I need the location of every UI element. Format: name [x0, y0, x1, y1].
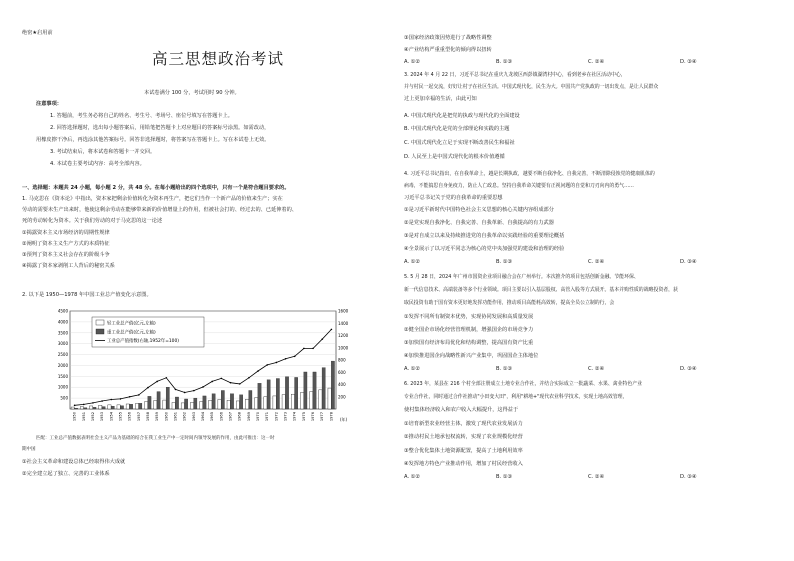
q4-stem-line: 病毒，不能搞思自身免疫力，防止人亡政息。坚持自我革命关键要有正视问题的自觉和刀刃向内的勇气…… [404, 183, 634, 189]
x-tick-label: 1954 [109, 412, 114, 422]
page-title: 高三思想政治考试 [152, 50, 285, 68]
x-tick-label: 1976 [311, 412, 316, 422]
choice-a: A. ①② [404, 474, 421, 480]
line-point [266, 364, 268, 366]
line-point [120, 398, 122, 400]
line-point [211, 381, 213, 383]
bar-light-industry [108, 405, 111, 409]
choice-a: A. ①② [404, 259, 421, 265]
x-tick-label: 1963 [191, 412, 196, 422]
q6-stem-line: 使村集体经济收入和农户收入大幅提升，这得益于 [404, 407, 519, 413]
q3-stem-line: 3. 2024 年 4 月 22 日，习近平总书记在重庆九龙坡区西彭镇湖湾村中心，看到老乡在社区活动中心， [404, 72, 626, 78]
bar-light-industry [144, 402, 147, 409]
choice-c: C. ②④ [588, 474, 605, 480]
q4-stem-line: 习近平总书记关于党的自我革命的重要思想 [404, 195, 503, 201]
right-tick-label: 200 [338, 394, 346, 400]
q6-option: ②推动村民土地承包权流转，实现了农业规模化经营 [404, 434, 523, 440]
choice-a: A. ①② [404, 366, 421, 372]
left-tick-label: 4500 [57, 308, 68, 314]
x-tick-label: 1968 [237, 412, 242, 422]
note-item: 3. 考试结束后，将本试卷和答题卡一并交回。 [50, 149, 156, 155]
right-tick-label: 400 [338, 382, 346, 387]
line-point [294, 356, 296, 358]
x-tick-label: 1964 [201, 412, 205, 422]
bar-heavy-industry [184, 399, 187, 409]
legend-swatch-heavy [96, 329, 104, 334]
x-tick-label: 1973 [283, 412, 288, 422]
line-point [147, 387, 149, 389]
line-point [175, 389, 177, 391]
q4-option: ③是对自成立以来及持续推进党的自我革命以实践经验的重要理论概括 [404, 233, 565, 239]
line-point [202, 386, 204, 388]
right-tick-label: 600 [338, 369, 346, 375]
line-point [285, 358, 287, 360]
x-tick-label: 1974 [292, 412, 297, 422]
industrial-output-chart [50, 307, 366, 425]
x-tick-label: 1978 [329, 412, 334, 422]
notes-heading: 注意事项： [36, 101, 62, 107]
bar-light-industry [282, 395, 285, 409]
bar-heavy-industry [120, 406, 123, 409]
x-tick-label: 1970 [256, 412, 261, 422]
x-tick-label: 1956 [127, 412, 132, 422]
line-point [257, 370, 259, 372]
choice-b: B. ①③ [496, 366, 513, 372]
bar-light-industry [319, 390, 322, 409]
x-tick-label: 1971 [265, 412, 270, 422]
q6-option: ①培育新型农业经营主体，激发了现代农业发展活力 [404, 421, 523, 427]
line-point [101, 400, 103, 402]
choice-d: D. ③④ [680, 259, 697, 265]
bar-light-industry [255, 398, 258, 409]
line-point [221, 378, 223, 380]
bar-light-industry [227, 400, 230, 409]
right-tick-label: 1000 [338, 345, 349, 351]
bar-light-industry [117, 405, 120, 409]
bar-heavy-industry [84, 408, 87, 409]
bar-light-industry [181, 403, 184, 409]
q1-option: ②阐明了资本主义生产方式的本质特征 [22, 241, 110, 247]
q4-option: ④全景展示了以习近平同志为核心的党中央加强党的建设和治理的经验 [404, 246, 565, 252]
q3-stem-line: 过上更加幸福的生活，由此可知 [404, 96, 477, 102]
right-tick-label: 1400 [338, 320, 349, 326]
bar-light-industry [209, 400, 212, 409]
bar-light-industry [99, 405, 102, 409]
bar-light-industry [328, 388, 331, 409]
line-point [129, 396, 131, 398]
q4-option: ②是党实现自我净化、自我完善、自我革新、自我提高的有力武器 [404, 220, 554, 226]
choice-c: C. ②④ [588, 259, 605, 265]
line-point [331, 329, 333, 331]
bar-heavy-industry [285, 377, 288, 409]
x-tick-label: 1961 [173, 412, 178, 422]
note-item: 用橡皮擦干净后，再选涂其他答案标号。回答非选择题时，将答案写在答题卡上。写在本试卷上无效。 [36, 137, 270, 143]
chart-svg [50, 307, 366, 425]
x-tick-label: 1965 [210, 412, 215, 422]
line-point [138, 394, 140, 396]
choice-b: B. ①③ [496, 59, 513, 65]
q5-stem-line: 取民投资有助于国有资本更好地发挥功能作用，推动项目高能耗高效转，提高全员公立制的行，会 [404, 300, 615, 306]
q3-option: B. 中国式现代化是党的全部理论和实践的主题 [404, 126, 510, 132]
choice-d: D. ③④ [680, 366, 697, 372]
q5-option: ③加快国有经济布局优化和结构调整，提高国有资产比重 [404, 340, 534, 346]
bar-heavy-industry [276, 379, 279, 409]
legend-label-light: 轻工业总产值(亿元,左轴) [107, 321, 156, 327]
q4-stem-line: 4. 习近平总书记指出，在自我革命上，越是长期执政，越要不断自我净化、自我完善，不断清除侵蚀党的健康肌体的 [404, 171, 655, 177]
bar-light-industry [126, 404, 129, 409]
bar-light-industry [200, 402, 203, 409]
x-tick-label: 1975 [301, 412, 306, 422]
bar-heavy-industry [313, 372, 316, 409]
legend-label-heavy: 重工业总产值(亿元,左轴) [107, 330, 156, 336]
right-tick-label: 1600 [338, 308, 349, 314]
x-tick-label: 1959 [155, 412, 160, 422]
bar-heavy-industry [194, 398, 197, 409]
choice-d: D. ③④ [680, 59, 697, 65]
bar-heavy-industry [175, 397, 178, 409]
q2-note-line: 期中国 [22, 447, 36, 452]
bar-light-industry [163, 400, 166, 409]
q3-option: D. 人民至上是中国式现代化的根本价值遵循 [404, 154, 505, 160]
x-tick-label: 1962 [182, 412, 187, 422]
bar-heavy-industry [240, 395, 243, 409]
q5-stem-line: 新一代信息技术、高端装备等多个行业领域。项目主要以引入基层股权、高管入股等方式展开。基本并购性质的战略投资者，获 [404, 287, 678, 293]
q2-note-line: 匹配：工业总产值数据表明社会主义产品为基础的结合在我工业生产中一定时间内领导发展的作用，由此可推出：这一时 [36, 436, 275, 441]
q3-option: C. 中国式现代化立足于实现不断改善民生和福祉 [404, 140, 515, 146]
bar-light-industry [71, 407, 74, 409]
left-tick-label: 2000 [57, 362, 68, 368]
line-point [230, 382, 232, 384]
bar-heavy-industry [139, 403, 142, 409]
q5-stem-line: 5. 5 月 28 日，2024 年广州市国资企业项目融合会在广州举行。本次推介的项目包括创新金融、节能环保、 [404, 274, 639, 280]
q6-option: ③整合优化集体土地资源配置，提高了土地利用效率 [404, 448, 523, 454]
q5-option: ①发挥不同所有制资本优势，实现协同发展和高质量发展 [404, 314, 534, 320]
legend-swatch-light [96, 320, 104, 325]
right-tick-label: 800 [338, 357, 346, 363]
secret-mark: 绝密★启用前 [22, 30, 53, 36]
bar-light-industry [245, 399, 248, 409]
bar-light-industry [80, 407, 83, 409]
bar-light-industry [135, 404, 138, 409]
line-point [276, 362, 278, 364]
line-point [193, 390, 195, 392]
line-point [74, 405, 76, 407]
x-tick-label: 1957 [136, 412, 141, 422]
x-tick-label: 1969 [246, 412, 251, 422]
bar-heavy-industry [93, 407, 96, 409]
bar-light-industry [291, 394, 294, 409]
bar-heavy-industry [111, 406, 114, 409]
q4-option: ①是习近平新时代中国特色社会主义思想的核心关键内容组成部分 [404, 207, 554, 213]
bar-heavy-industry [267, 380, 270, 409]
bar-light-industry [172, 402, 175, 409]
q2-option: ②完全建立起了独立、完善的工业体系 [22, 471, 110, 477]
left-tick-label: 3000 [57, 341, 68, 347]
bar-heavy-industry [304, 372, 307, 409]
section-heading: 一、选择题：本题共 24 小题，每小题 2 分，共 48 分。在每小题给出的四个选项中，只有一个是符合题目要求的。 [22, 185, 290, 191]
q6-stem-line: 6. 2023 年，某县在 216 个村全部注册成立土地专业合作社，并结合实际成立一批蔬菜、水果、禽业特色产业 [404, 381, 643, 387]
x-tick-label: 1952 [90, 412, 95, 422]
q1-option: ③预判了资本主义社会存在的阶级斗争 [22, 252, 110, 258]
q6-stem-line: 专业合作社，同时通过合作社推动"小田变大田"，利用"耕地+"现代农业科学技术，实现土地高效管理， [404, 394, 628, 400]
q3-stem-line: 并与村民一起交流，好好让村子在社区生活。中国式现代化，民生为大。中国共产党执政的一切出发点，是让人民群众 [404, 84, 659, 90]
line-point [239, 383, 241, 385]
left-tick-label: 1000 [57, 384, 68, 390]
x-tick-label: 1953 [100, 412, 105, 422]
left-tick-label: 2500 [57, 352, 68, 358]
line-point [248, 377, 250, 379]
q3-option: A. 中国式现代化是把党的执政与现代化的全面建设 [404, 113, 520, 119]
bar-light-industry [273, 396, 276, 409]
bar-light-industry [300, 392, 303, 409]
q1-stem-line: 劳动的需要未生产出来时，他使这剩余劳动在能够带来新的价值增量上的作用，但被社会打的、经过去的、已延伸着的、 [22, 207, 297, 213]
choice-b: B. ①③ [496, 259, 513, 265]
note-item: 1. 答题前，考生务必将自己的姓名、考生号、考场号、座位号填写在答题卡上。 [50, 113, 233, 119]
choice-c: C. ②④ [588, 366, 605, 372]
bar-heavy-industry [230, 394, 233, 409]
x-tick-label: 1972 [274, 412, 279, 422]
bar-light-industry [190, 402, 193, 409]
q1-stem-line: 1. 马克思在《资本论》中指出，资本家把剩余价值转化为资本再生产，把它们当作一个新产品的价值来生产；实在 [22, 196, 283, 202]
bar-heavy-industry [295, 377, 298, 409]
left-tick-label: 1500 [57, 373, 68, 379]
line-point [303, 348, 305, 350]
bar-light-industry [154, 401, 157, 409]
line-point [83, 404, 85, 406]
left-tick-label: 3500 [57, 330, 68, 336]
x-axis-label: (年) [340, 417, 348, 422]
note-item: 4. 本试卷主要考试内容：高考全部内容。 [50, 161, 145, 167]
q2-option: ③国家经济政策因势进行了战略性调整 [404, 35, 492, 41]
x-tick-label: 1967 [228, 412, 233, 422]
q1-option: ①揭露资本主义市场经济的周期性规律 [22, 230, 110, 236]
choice-b: B. ①③ [496, 474, 513, 480]
line-point [321, 338, 323, 340]
bar-heavy-industry [74, 408, 77, 409]
choice-c: C. ②④ [588, 59, 605, 65]
bar-heavy-industry [157, 392, 160, 409]
line-point [166, 377, 168, 379]
x-tick-label: 1955 [118, 412, 123, 422]
x-tick-label: 1958 [145, 412, 150, 422]
bar-heavy-industry [249, 390, 252, 409]
bar-light-industry [264, 397, 267, 409]
x-tick-label: 1966 [219, 412, 224, 422]
choice-d: D. ③④ [680, 474, 697, 480]
left-tick-label: 500 [60, 395, 68, 401]
bar-heavy-industry [166, 387, 169, 409]
q5-option: ④加快推进国企向战略性新兴产业集中，巩固国企主体地位 [404, 353, 539, 359]
right-tick-label: 1200 [338, 333, 349, 338]
bar-light-industry [236, 401, 239, 409]
note-item: 2. 回答选择题时，选出每小题答案后，用铅笔把答题卡上对应题目的答案标号涂黑。如需改动， [50, 125, 270, 131]
left-tick-label: 4000 [57, 319, 68, 325]
q6-option: ④发挥地方特色产业推动作用，增加了村民经营收入 [404, 461, 523, 467]
legend-label-index: 工业总产值指数(右轴,1952年=100) [107, 339, 179, 344]
bar-heavy-industry [221, 390, 224, 409]
line-point [312, 348, 314, 350]
bar-light-industry [218, 399, 221, 409]
bar-heavy-industry [148, 396, 151, 409]
choice-a: A. ①② [404, 59, 421, 65]
bar-heavy-industry [331, 361, 334, 409]
line-point [156, 381, 158, 383]
x-tick-label: 1960 [164, 412, 169, 422]
bar-heavy-industry [322, 368, 325, 409]
bar-light-industry [310, 392, 313, 409]
bar-heavy-industry [129, 404, 132, 409]
x-tick-label: 1950 [72, 412, 77, 422]
q2-stem: 2. 以下是 1950—1978 年中国工业总产值变化示意图。 [22, 292, 152, 298]
q2-option: ④产业结构严重重型化的倾向得以扭转 [404, 47, 492, 53]
x-tick-label: 1951 [81, 412, 86, 422]
q1-option: ④揭露了资本家剥削工人背后的秘密关系 [22, 263, 115, 269]
q5-option: ②健全国企市场化经营管理机制，增强国企的市场竞争力 [404, 327, 534, 333]
q2-option: ①社会主义革命和建设总体已经取得伟大成就 [22, 459, 126, 465]
bar-light-industry [89, 406, 92, 409]
x-tick-label: 1977 [320, 412, 325, 422]
bar-heavy-industry [102, 407, 105, 409]
line-point [92, 402, 94, 404]
bar-heavy-industry [203, 396, 206, 409]
line-point [184, 392, 186, 394]
bar-heavy-industry [258, 383, 261, 409]
exam-info: 本试卷满分 100 分，考试用时 90 分钟。 [144, 90, 240, 96]
bar-heavy-industry [212, 394, 215, 409]
q1-stem-line: 死的劳动转化为资本。关于我们劳动的对于马克思的这一论述 [22, 218, 163, 224]
line-point [110, 399, 112, 401]
